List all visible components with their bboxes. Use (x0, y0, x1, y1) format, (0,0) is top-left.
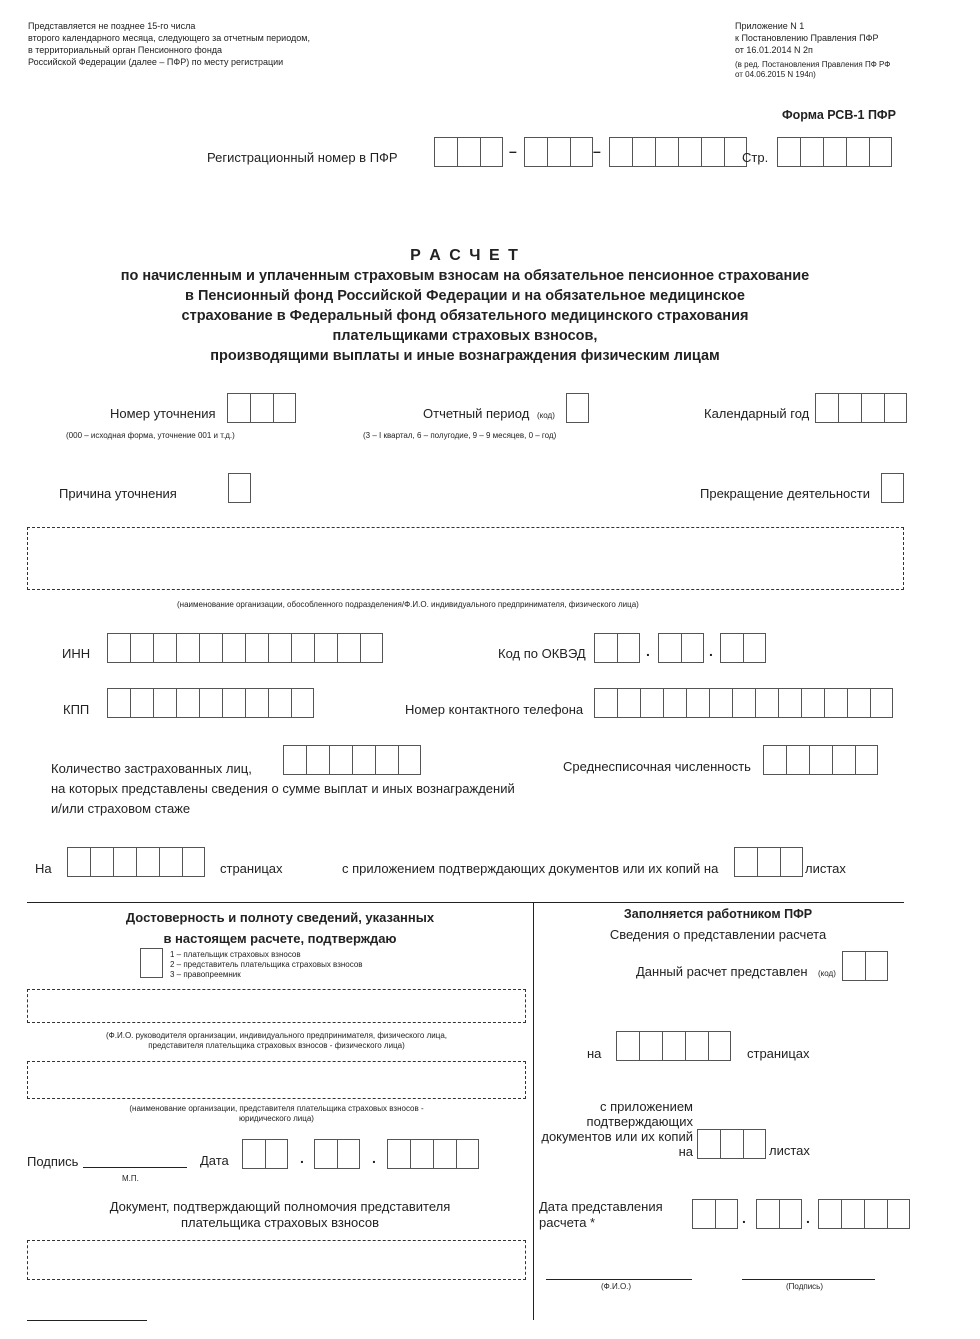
input-cell[interactable] (743, 633, 766, 663)
pages-label: страницах (220, 861, 283, 876)
title-line: плательщиками страховых взносов, (332, 328, 598, 344)
confirmer-fio-field[interactable] (27, 989, 526, 1023)
pfr-fio-label: (Ф.И.О.) (601, 1282, 632, 1291)
correction-number-cells[interactable] (227, 393, 296, 423)
input-cell[interactable] (337, 633, 360, 663)
input-cell[interactable] (832, 745, 855, 775)
inn-cells[interactable] (107, 633, 383, 663)
pfr-signature-label: (Подпись) (786, 1282, 823, 1291)
sheets-cells[interactable] (734, 847, 803, 877)
input-cell[interactable] (67, 847, 90, 877)
stamp-label: М.П. (122, 1174, 139, 1183)
input-cell[interactable] (306, 745, 329, 775)
inn-label: ИНН (62, 646, 91, 661)
input-cell[interactable] (861, 393, 884, 423)
input-cell[interactable] (434, 137, 457, 167)
title-line: по начисленным и уплаченным страховым взносам на обязательное пенсионное страхование (120, 268, 810, 284)
reg-number-part1[interactable] (434, 137, 503, 167)
input-cell[interactable] (681, 633, 704, 663)
authority-doc-heading (27, 1199, 533, 1231)
input-cell[interactable] (268, 688, 291, 718)
input-cell[interactable] (846, 137, 869, 167)
reg-number-label: Регистрационный номер в ПФР (207, 150, 398, 165)
with-docs-label: с приложением подтверждающих документов или их копий на (342, 861, 719, 876)
input-cell[interactable] (130, 688, 153, 718)
correction-reason-label: Причина уточнения (59, 486, 177, 501)
avg-headcount-label: Среднесписочная численность (563, 759, 751, 774)
input-cell[interactable] (153, 633, 176, 663)
pfr-with-docs-line: подтверждающих (586, 1114, 693, 1129)
hint-line: представителя плательщика страховых взносов - физического лица) (148, 1041, 405, 1050)
input-cell[interactable] (547, 137, 570, 167)
insured-count-line: и/или страховом стаже (51, 801, 191, 816)
input-cell[interactable] (870, 688, 893, 718)
submitted-label: Данный расчет представлен (636, 964, 808, 979)
header-right (735, 20, 890, 80)
input-cell[interactable] (398, 745, 421, 775)
input-cell[interactable] (763, 745, 786, 775)
input-cell[interactable] (887, 1199, 910, 1229)
pfr-with-docs-line: с приложением (600, 1099, 693, 1114)
reg-number-part2[interactable] (524, 137, 593, 167)
reg-number-part3[interactable] (609, 137, 747, 167)
input-cell[interactable] (777, 137, 800, 167)
sheets-label: листах (805, 861, 846, 876)
authority-doc-field[interactable] (27, 1240, 526, 1280)
correction-number-label: Номер уточнения (110, 406, 216, 421)
input-cell[interactable] (107, 633, 130, 663)
date-day-cells[interactable] (242, 1139, 288, 1169)
footnote-line (27, 1320, 147, 1321)
input-cell[interactable] (884, 393, 907, 423)
pfr-sheets-cells[interactable] (697, 1129, 766, 1159)
confirmer-option: 1 – плательщик страховых взносов (170, 950, 301, 959)
input-cell[interactable] (265, 1139, 288, 1169)
input-cell[interactable] (113, 847, 136, 877)
input-cell[interactable] (847, 688, 870, 718)
okved-label: Код по ОКВЭД (498, 646, 586, 661)
input-cell[interactable] (594, 688, 617, 718)
input-cell[interactable] (268, 633, 291, 663)
pfr-heading: Заполняется работником ПФР (623, 907, 813, 921)
header-left-line: в территориальный орган Пенсионного фонда (28, 45, 223, 55)
input-cell[interactable] (709, 688, 732, 718)
pfr-with-docs-line: на (678, 1144, 693, 1159)
pfr-sheets-label: листах (769, 1143, 810, 1158)
input-cell[interactable] (387, 1139, 410, 1169)
input-cell[interactable] (130, 633, 153, 663)
confirmer-option: 2 – представитель плательщика страховых взносов (170, 960, 363, 969)
title-main: Р А С Ч Е Т (410, 247, 520, 264)
input-cell[interactable] (609, 137, 632, 167)
termination-label: Прекращение деятельности (700, 486, 870, 501)
input-cell[interactable] (720, 633, 743, 663)
report-period-label: Отчетный период (423, 406, 530, 421)
submission-month-cells[interactable] (756, 1199, 802, 1229)
input-cell[interactable] (632, 137, 655, 167)
title-line: страхование в Федеральный фонд обязательного медицинского страхования (181, 308, 749, 324)
input-cell[interactable] (566, 393, 589, 423)
title-line: производящими выплаты и иные вознаграждения физическим лицам (210, 348, 720, 364)
signature-line[interactable] (83, 1167, 187, 1168)
input-cell[interactable] (352, 745, 375, 775)
pfr-with-docs-line: документов или их копий (541, 1129, 693, 1144)
date-year-cells[interactable] (387, 1139, 479, 1169)
input-cell[interactable] (314, 633, 337, 663)
hint-line: (Ф.И.О. руководителя организации, индивидуального предпринимателя, физического лица, (106, 1031, 447, 1040)
input-cell[interactable] (176, 688, 199, 718)
authority-doc-line: плательщика страховых взносов (180, 1215, 380, 1230)
input-cell[interactable] (715, 1199, 738, 1229)
input-cell[interactable] (756, 1199, 779, 1229)
input-cell[interactable] (329, 745, 352, 775)
input-cell[interactable] (314, 1139, 337, 1169)
dash: – (593, 143, 601, 159)
dot: . (742, 1210, 746, 1226)
input-cell[interactable] (90, 847, 113, 877)
avg-headcount-cells[interactable] (763, 745, 878, 775)
pfr-signature-line[interactable] (742, 1279, 875, 1280)
input-cell[interactable] (658, 633, 681, 663)
dot: . (709, 643, 713, 659)
okved-cells-1[interactable] (594, 633, 640, 663)
on-label: На (35, 861, 52, 876)
input-cell[interactable] (786, 745, 809, 775)
input-cell[interactable] (678, 137, 701, 167)
representative-org-hint (27, 1104, 526, 1124)
input-cell[interactable] (182, 847, 205, 877)
header-left (28, 20, 310, 68)
submitted-code: (код) (818, 969, 836, 978)
input-cell[interactable] (734, 847, 757, 877)
submission-date-line: расчета * (539, 1215, 596, 1230)
page-number-cells[interactable] (777, 137, 892, 167)
header-left-line: Представляется не позднее 15-го числа (28, 21, 196, 31)
input-cell[interactable] (159, 847, 182, 877)
confirm-heading-line: Достоверность и полноту сведений, указанных (125, 910, 435, 925)
page-label: Стр. (742, 150, 769, 165)
input-cell[interactable] (809, 745, 832, 775)
title-line: в Пенсионный фонд Российской Федерации и на обязательное медицинское (185, 288, 745, 304)
dot: . (372, 1150, 376, 1166)
confirmer-option: 3 – правопреемник (170, 970, 241, 979)
org-name-hint: (наименование организации, обособленного подразделения/Ф.И.О. индивидуального предпринимателя, физического лица) (177, 600, 639, 609)
input-cell[interactable] (360, 633, 383, 663)
input-cell[interactable] (337, 1139, 360, 1169)
appendix-line: от 16.01.2014 N 2п (735, 45, 813, 55)
input-cell[interactable] (176, 633, 199, 663)
input-cell[interactable] (743, 1129, 766, 1159)
input-cell[interactable] (686, 688, 709, 718)
input-cell[interactable] (639, 1031, 662, 1061)
input-cell[interactable] (616, 1031, 639, 1061)
dot: . (646, 643, 650, 659)
input-cell[interactable] (697, 1129, 720, 1159)
input-cell[interactable] (291, 688, 314, 718)
submission-day-cells[interactable] (692, 1199, 738, 1229)
input-cell[interactable] (222, 688, 245, 718)
input-cell[interactable] (375, 745, 398, 775)
input-cell[interactable] (838, 393, 861, 423)
input-cell[interactable] (227, 393, 250, 423)
input-cell[interactable] (663, 688, 686, 718)
input-cell[interactable] (480, 137, 503, 167)
okved-cells-2[interactable] (658, 633, 704, 663)
input-cell[interactable] (433, 1139, 456, 1169)
date-month-cells[interactable] (314, 1139, 360, 1169)
input-cell[interactable] (842, 951, 865, 981)
pages-cells[interactable] (67, 847, 205, 877)
submission-year-cells[interactable] (818, 1199, 910, 1229)
pfr-on-label: на (587, 1046, 602, 1061)
input-cell[interactable] (701, 137, 724, 167)
termination-cell[interactable] (881, 473, 904, 503)
insured-count-cells[interactable] (283, 745, 421, 775)
input-cell[interactable] (245, 688, 268, 718)
input-cell[interactable] (662, 1031, 685, 1061)
representative-org-field[interactable] (27, 1061, 526, 1099)
authority-doc-line: Документ, подтверждающий полномочия представителя (109, 1199, 451, 1214)
calendar-year-label: Календарный год (704, 406, 810, 421)
input-cell[interactable] (685, 1031, 708, 1061)
input-cell[interactable] (524, 137, 547, 167)
insured-count-line: Количество застрахованных лиц, (51, 761, 252, 776)
input-cell[interactable] (228, 473, 251, 503)
column-divider (533, 902, 534, 1320)
input-cell[interactable] (570, 137, 593, 167)
input-cell[interactable] (708, 1031, 731, 1061)
input-cell[interactable] (242, 1139, 265, 1169)
input-cell[interactable] (199, 688, 222, 718)
input-cell[interactable] (779, 1199, 802, 1229)
input-cell[interactable] (865, 951, 888, 981)
input-cell[interactable] (823, 137, 846, 167)
input-cell[interactable] (617, 688, 640, 718)
input-cell[interactable] (107, 688, 130, 718)
appendix-note: (в ред. Постановления Правления ПФ РФ (735, 60, 891, 69)
input-cell[interactable] (457, 137, 480, 167)
appendix-note: от 04.06.2015 N 194п) (735, 70, 816, 79)
input-cell[interactable] (291, 633, 314, 663)
input-cell[interactable] (410, 1139, 433, 1169)
pfr-pages-label: страницах (747, 1046, 810, 1061)
phone-label: Номер контактного телефона (405, 702, 584, 717)
pfr-subheading: Сведения о представлении расчета (609, 927, 827, 942)
input-cell[interactable] (815, 393, 838, 423)
confirm-heading-line: в настоящем расчете, подтверждаю (163, 931, 397, 946)
confirmer-options (170, 950, 363, 980)
form-title (0, 246, 930, 366)
confirm-heading (27, 907, 533, 949)
date-label: Дата (200, 1153, 229, 1168)
kpp-label: КПП (63, 702, 90, 717)
submitted-code-cells[interactable] (842, 951, 888, 981)
hint-line: юридического лица) (239, 1114, 314, 1123)
okved-cells-3[interactable] (720, 633, 766, 663)
input-cell[interactable] (881, 473, 904, 503)
report-period-cells[interactable] (566, 393, 589, 423)
input-cell[interactable] (283, 745, 306, 775)
pfr-with-docs-label (537, 1099, 693, 1159)
input-cell[interactable] (250, 393, 273, 423)
pfr-fio-line[interactable] (546, 1279, 692, 1280)
section-divider (27, 902, 904, 903)
input-cell[interactable] (456, 1139, 479, 1169)
input-cell[interactable] (153, 688, 176, 718)
submission-date-label (539, 1199, 663, 1231)
phone-cells[interactable] (594, 688, 893, 718)
input-cell[interactable] (140, 948, 163, 978)
input-cell[interactable] (757, 847, 780, 877)
input-cell[interactable] (640, 688, 663, 718)
input-cell[interactable] (245, 633, 268, 663)
input-cell[interactable] (855, 745, 878, 775)
input-cell[interactable] (692, 1199, 715, 1229)
input-cell[interactable] (780, 847, 803, 877)
confirmer-type-cell[interactable] (140, 948, 163, 978)
submission-date-line: Дата представления (539, 1199, 663, 1214)
input-cell[interactable] (720, 1129, 743, 1159)
input-cell[interactable] (818, 1199, 841, 1229)
input-cell[interactable] (732, 688, 755, 718)
form-name: Форма РСВ-1 ПФР (782, 108, 896, 122)
report-period-hint: (3 – I квартал, 6 – полугодие, 9 – 9 месяцев, 0 – год) (363, 431, 557, 440)
input-cell[interactable] (841, 1199, 864, 1229)
input-cell[interactable] (824, 688, 847, 718)
input-cell[interactable] (199, 633, 222, 663)
input-cell[interactable] (594, 633, 617, 663)
correction-number-hint: (000 – исходная форма, уточнение 001 и т.д.) (66, 431, 235, 440)
input-cell[interactable] (801, 688, 824, 718)
input-cell[interactable] (800, 137, 823, 167)
hint-line: (наименование организации, представителя плательщика страховых взносов - (129, 1104, 424, 1113)
insured-count-line: на которых представлены сведения о сумме выплат и иных вознаграждений (51, 781, 515, 796)
kpp-cells[interactable] (107, 688, 314, 718)
org-name-field[interactable] (27, 527, 904, 590)
dot: . (300, 1150, 304, 1166)
input-cell[interactable] (273, 393, 296, 423)
input-cell[interactable] (655, 137, 678, 167)
input-cell[interactable] (136, 847, 159, 877)
input-cell[interactable] (869, 137, 892, 167)
report-period-code: (код) (537, 411, 555, 420)
dash: – (509, 143, 517, 159)
appendix-line: Приложение N 1 (735, 21, 805, 31)
pfr-pages-cells[interactable] (616, 1031, 731, 1061)
confirmer-fio-hint (27, 1031, 526, 1051)
header-left-line: второго календарного месяца, следующего за отчетным периодом, (28, 33, 310, 43)
dot: . (806, 1210, 810, 1226)
input-cell[interactable] (222, 633, 245, 663)
input-cell[interactable] (755, 688, 778, 718)
appendix-line: к Постановлению Правления ПФР (735, 33, 879, 43)
input-cell[interactable] (617, 633, 640, 663)
signature-label: Подпись (27, 1154, 79, 1169)
correction-reason-cell[interactable] (228, 473, 251, 503)
header-left-line: Российской Федерации (далее – ПФР) по месту регистрации (28, 57, 284, 67)
input-cell[interactable] (778, 688, 801, 718)
input-cell[interactable] (864, 1199, 887, 1229)
calendar-year-cells[interactable] (815, 393, 907, 423)
